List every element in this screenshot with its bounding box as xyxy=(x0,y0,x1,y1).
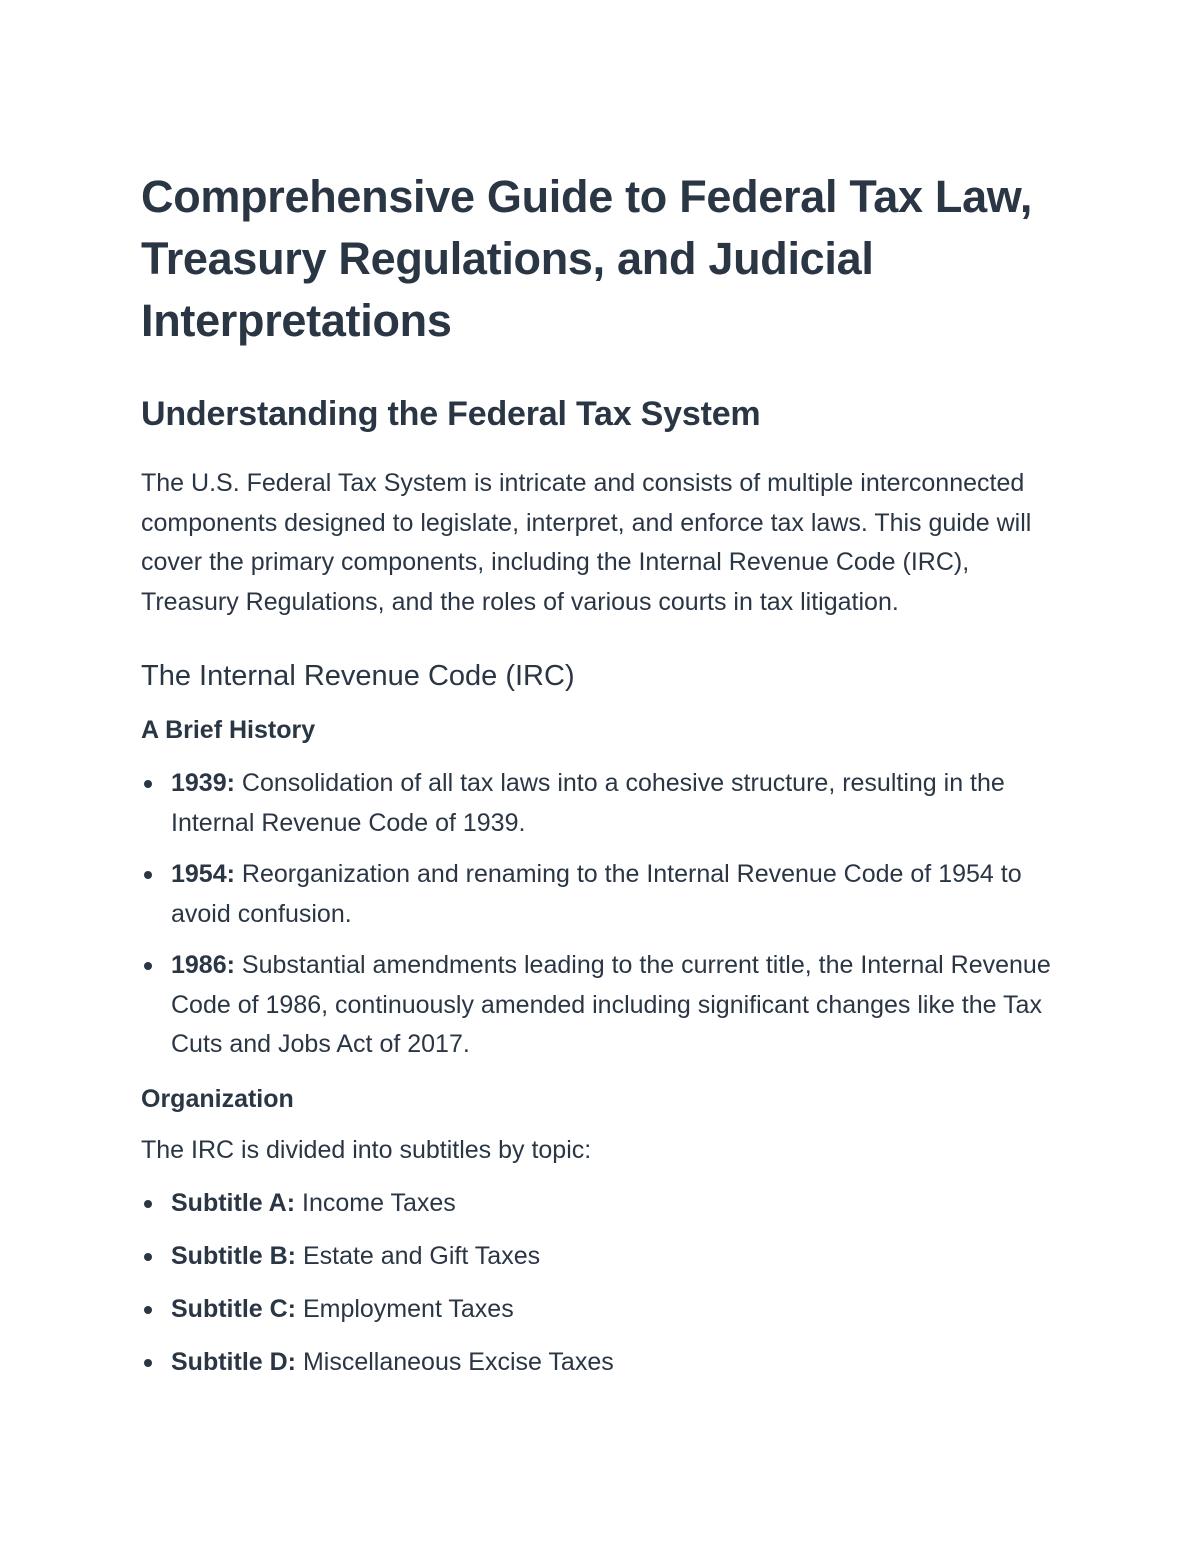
list-item xyxy=(141,1343,1071,1383)
subtitle-list xyxy=(141,1184,1071,1383)
list-item xyxy=(141,1290,1071,1330)
document-title: Comprehensive Guide to Federal Tax Law, Treasury Regulations, and Judicial Interpretations xyxy=(141,171,1033,346)
list-item-text: Miscellaneous Excise Taxes xyxy=(296,1348,614,1376)
list-item xyxy=(141,1184,1071,1224)
organization-heading: Organization xyxy=(141,1084,294,1113)
section-heading: Understanding the Federal Tax System xyxy=(141,395,761,433)
document-page xyxy=(141,166,1071,1383)
organization-intro: The IRC is divided into subtitles by topic: xyxy=(141,1135,592,1164)
list-item-term: Subtitle A: xyxy=(171,1189,296,1217)
irc-heading: The Internal Revenue Code (IRC) xyxy=(141,660,575,692)
history-list xyxy=(141,764,1071,1065)
list-item-term: Subtitle D: xyxy=(171,1348,296,1376)
list-item xyxy=(141,855,1071,934)
list-item-text: Estate and Gift Taxes xyxy=(296,1242,541,1270)
list-item-text: Reorganization and renaming to the Internal Revenue Code of 1954 to avoid confusion. xyxy=(171,860,1022,928)
list-item-term: 1954: xyxy=(171,860,235,888)
list-item-text: Consolidation of all tax laws into a cohesive structure, resulting in the Internal Revenue Code of 1939. xyxy=(171,769,1005,837)
list-item xyxy=(141,764,1071,843)
list-item xyxy=(141,1237,1071,1277)
list-item xyxy=(141,946,1071,1065)
history-heading: A Brief History xyxy=(141,716,316,744)
list-item-text: Employment Taxes xyxy=(296,1295,514,1323)
list-item-text: Substantial amendments leading to the current title, the Internal Revenue Code of 1986, continuously amended including significant changes like the Tax Cuts and Jobs Act of 2017. xyxy=(171,951,1051,1058)
list-item-term: 1986: xyxy=(171,951,235,979)
list-item-text: Income Taxes xyxy=(295,1189,456,1217)
list-item-term: Subtitle C: xyxy=(171,1295,296,1323)
list-item-term: Subtitle B: xyxy=(171,1242,296,1270)
intro-paragraph: The U.S. Federal Tax System is intricate and consists of multiple interconnected components designed to legislate, interpret, and enforce tax laws. This guide will cover the primary components, including the Internal Revenue Code (IRC), Treasury Regulations, and the roles of various courts in tax litigation. xyxy=(141,469,1032,616)
list-item-term: 1939: xyxy=(171,769,235,797)
